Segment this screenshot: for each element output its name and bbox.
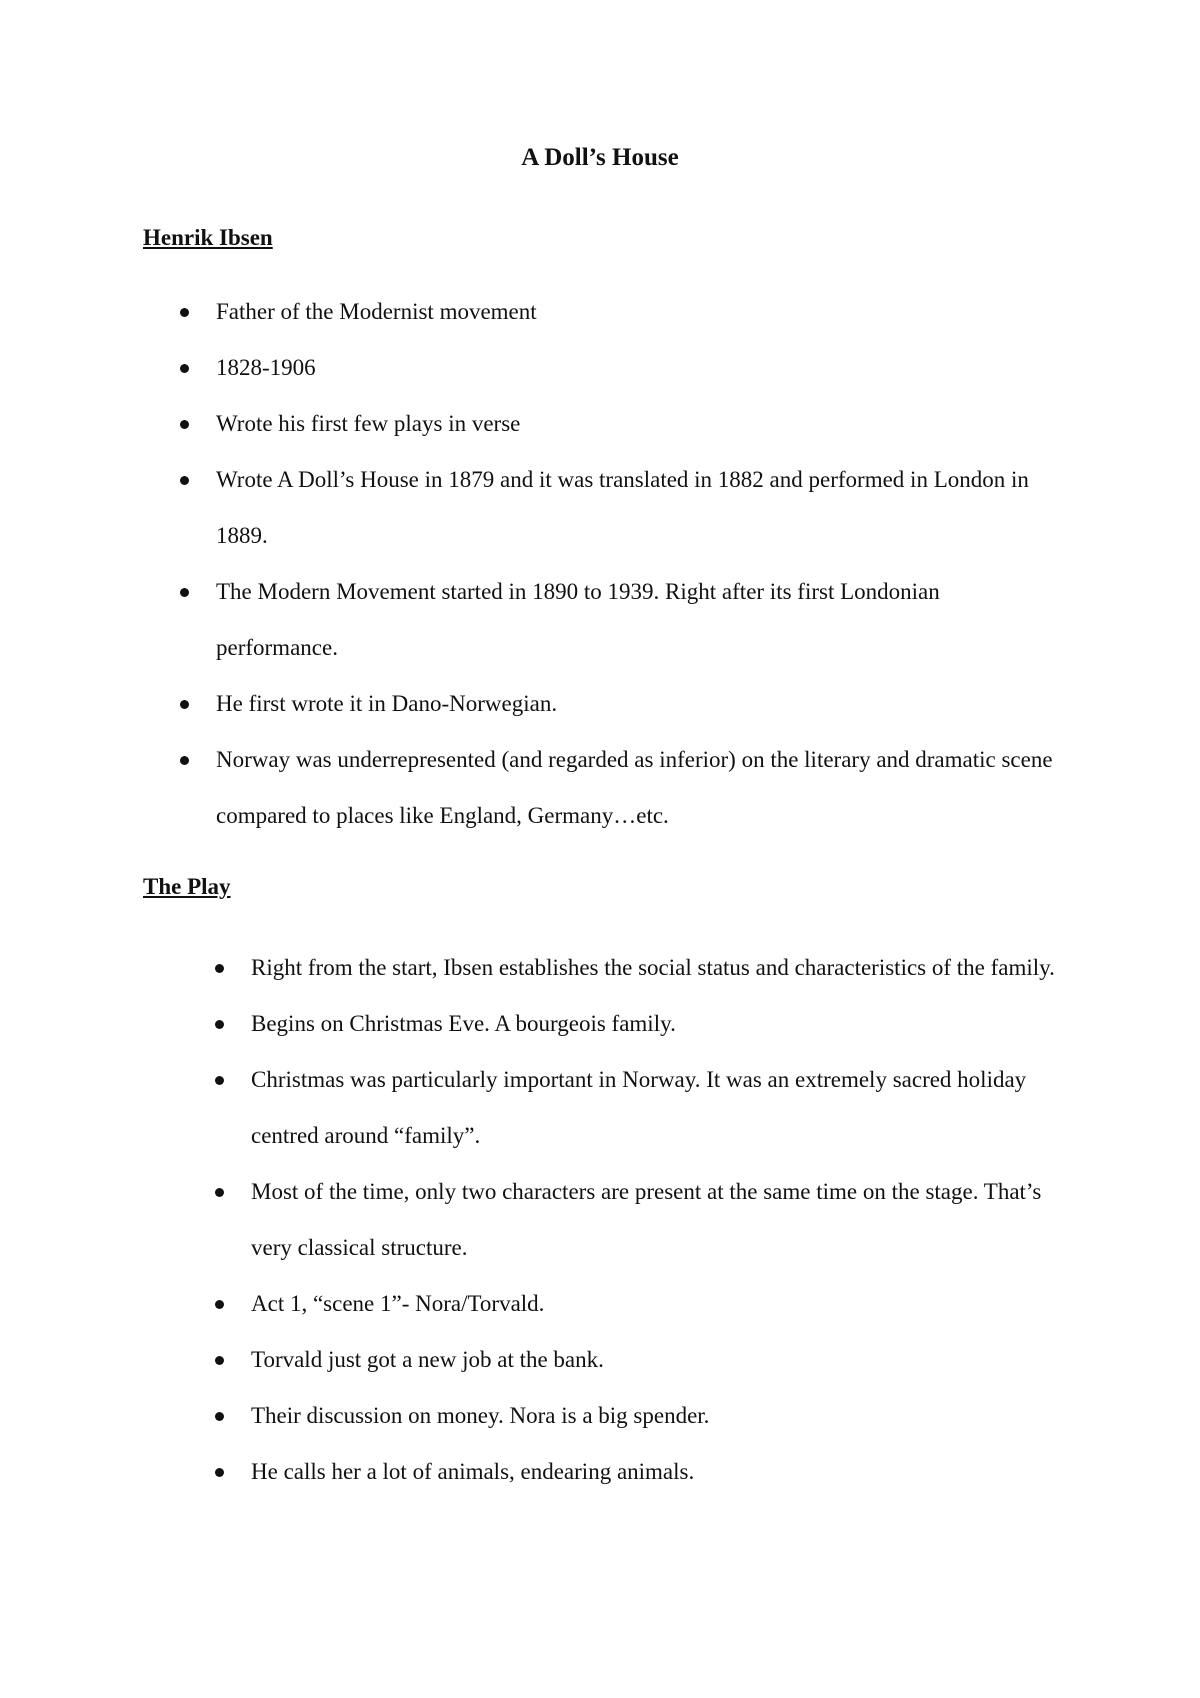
bullet-icon [180,700,189,709]
bullet-icon [180,588,189,597]
list-item [216,732,1066,844]
bullet-icon [215,1188,224,1197]
list-item-text: He calls her a lot of animals, endearing animals. [251,1459,695,1484]
bullet-icon [180,308,189,317]
list-item [251,1276,1066,1332]
list-item-text: 1828-1906 [216,355,316,380]
list-item [251,996,1066,1052]
list-item [251,1388,1066,1444]
bullet-icon [215,1020,224,1029]
section-heading-the-play: The Play [143,874,231,899]
list-item-text: Torvald just got a new job at the bank. [251,1347,604,1372]
bullet-icon [180,420,189,429]
list-item [216,452,1066,564]
bullet-icon [215,1356,224,1365]
list-item [216,564,1066,676]
list-item-text: Christmas was particularly important in Norway. It was an extremely sacred holiday centred around “family”. [251,1067,1027,1148]
list-item [216,284,1066,340]
list-item [251,1052,1066,1164]
bullet-list-the-play [251,940,1066,1500]
list-item-text: Act 1, “scene 1”- Nora/Torvald. [251,1291,545,1316]
list-item-text: He first wrote it in Dano-Norwegian. [216,691,558,716]
list-item [216,396,1066,452]
bullet-list-henrik-ibsen [216,284,1066,844]
bullet-icon [215,1412,224,1421]
section-heading-henrik-ibsen: Henrik Ibsen [143,225,273,250]
list-item [251,940,1066,996]
list-item-text: Most of the time, only two characters are present at the same time on the stage. That’s very classical structure. [251,1179,1042,1260]
bullet-icon [215,1076,224,1085]
list-item-text: Norway was underrepresented (and regarded as inferior) on the literary and dramatic scene compared to places like England, Germany…etc. [216,747,1053,828]
list-item-text: The Modern Movement started in 1890 to 1939. Right after its first Londonian performance. [216,579,940,660]
list-item-text: Right from the start, Ibsen establishes the social status and characteristics of the family. [251,955,1055,980]
bullet-icon [180,756,189,765]
bullet-icon [180,364,189,373]
list-item-text: Father of the Modernist movement [216,299,537,324]
list-item-text: Wrote A Doll’s House in 1879 and it was translated in 1882 and performed in London in 1889. [216,467,1029,548]
list-item [251,1444,1066,1500]
list-item-text: Their discussion on money. Nora is a big spender. [251,1403,710,1428]
list-item [216,676,1066,732]
list-item [251,1164,1066,1276]
bullet-icon [215,1300,224,1309]
bullet-icon [215,1468,224,1477]
bullet-icon [180,476,189,485]
list-item [251,1332,1066,1388]
list-item-text: Begins on Christmas Eve. A bourgeois family. [251,1011,676,1036]
document-title: A Doll’s House [521,144,679,171]
list-item-text: Wrote his first few plays in verse [216,411,521,436]
bullet-icon [215,964,224,973]
list-item [216,340,1066,396]
